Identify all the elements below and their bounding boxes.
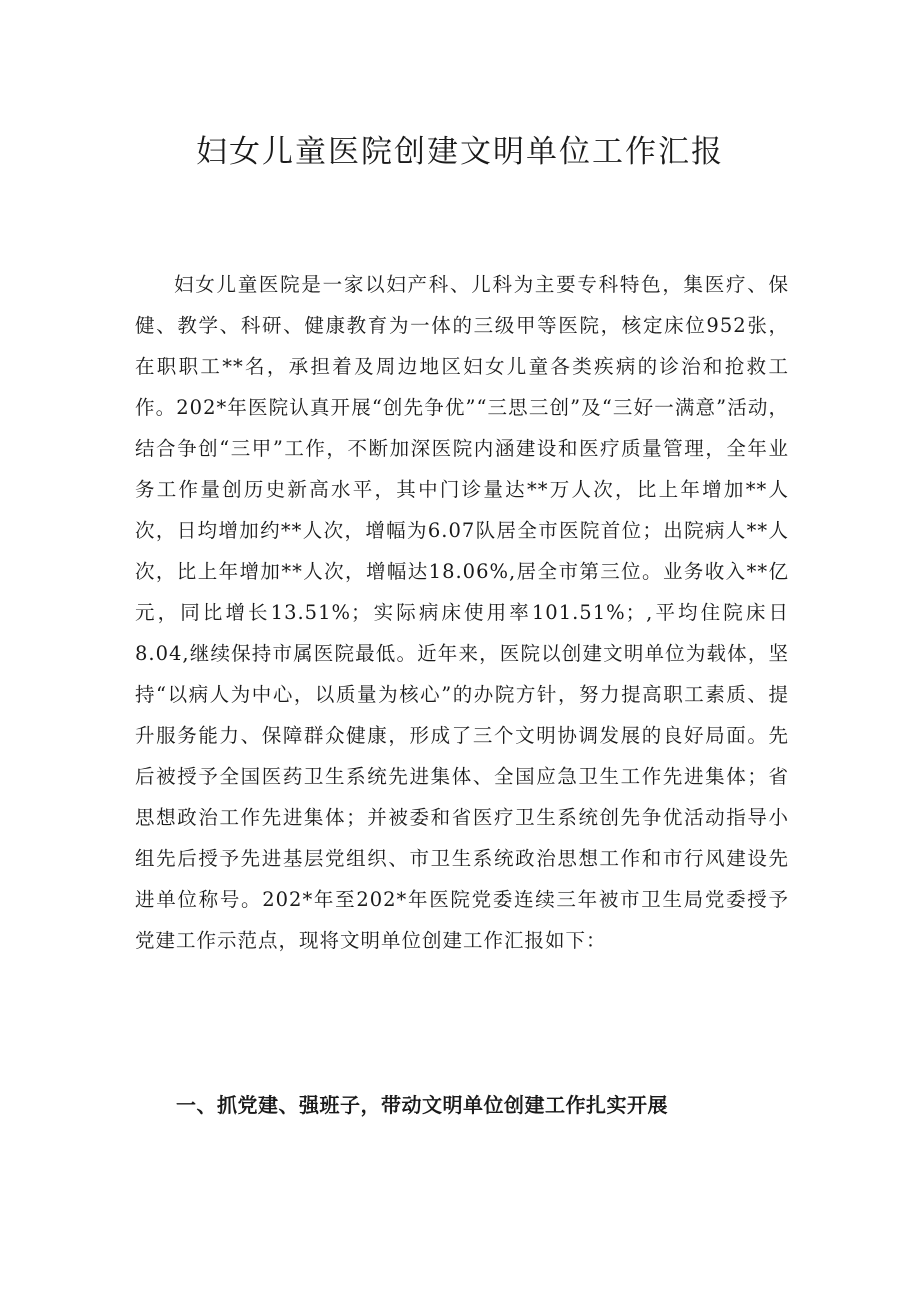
section-heading-1: 一、抓党建、强班子，带动文明单位创建工作扎实开展: [176, 1093, 668, 1117]
intro-paragraph: 妇女儿童医院是一家以妇产科、儿科为主要专科特色，集医疗、保健、教学、科研、健康教育为一体的三级甲等医院，核定床位952张，在职职工**名，承担着及周边地区妇女儿童各类疾病的诊治和抢救工作。202*年医院认真开展“创先争优”“三思三创”及“三好一满意”活动，结合争创“三甲”工作，不断加深医院内涵建设和医疗质量管理，全年业务工作量创历史新高水平，其中门诊量达**万人次，比上年增加**人次，日均增加约**人次，增幅为6.07队居全市医院首位；出院病人**人次，比上年增加**人次，增幅达18.06%,居全市第三位。业务收入**亿元，同比增长13.51%；实际病床使用率101.51%；,平均住院床日8.04,继续保持市属医院最低。近年来，医院以创建文明单位为载体，坚持“以病人为中心，以质量为核心”的办院方针，努力提高职工素质、提升服务能力、保障群众健康，形成了三个文明协调发展的良好局面。先后被授予全国医药卫生系统先进集体、全国应急卫生工作先进集体；省思想政治工作先进集体；并被委和省医疗卫生系统创先争优活动指导小组先后授予先进基层党组织、市卫生系统政治思想工作和市行风建设先进单位称号。202*年至202*年医院党委连续三年被市卫生局党委授予党建工作示范点，现将文明单位创建工作汇报如下：: [135, 273, 789, 952]
document-title: 妇女儿童医院创建文明单位工作汇报: [196, 134, 724, 170]
